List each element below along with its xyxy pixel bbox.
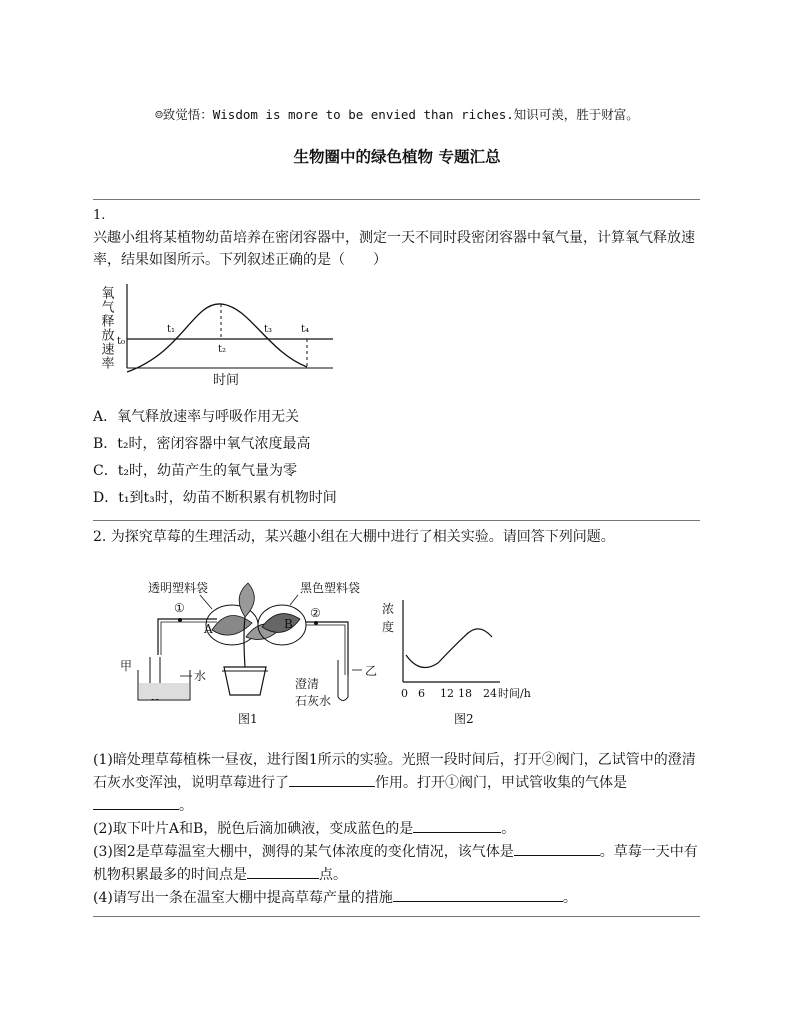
label-bag-black: 黑色塑料袋 [300, 581, 361, 595]
sub1-text-a: (1)暗处理草莓植株一昼夜，进行图1所示的实验。光照一段时间后，打开②阀门，乙试管中的澄清石灰水变浑浊，说明草莓进行了 [93, 752, 696, 791]
question-1-number: 1. [93, 208, 106, 223]
answer-blank-4[interactable] [514, 840, 600, 856]
label-jia: 甲 [120, 659, 133, 673]
divider-middle [93, 520, 700, 521]
option-c[interactable]: C．t₂时，幼苗产生的氧气量为零 [93, 463, 297, 479]
label-bag-clear: 透明塑料袋 [148, 581, 209, 595]
leader-clear [200, 595, 212, 609]
sub1-text-b: 作用。打开①阀门，甲试管收集的气体是 [375, 775, 627, 791]
graph-t3: t₃ [264, 324, 273, 335]
answer-blank-3[interactable] [413, 817, 501, 833]
fig2-tick-18: 18 [458, 687, 472, 700]
question-2-subquestions [93, 749, 705, 909]
sub3-text-b: 。草莓一天中有机物积累最多的时间点是 [93, 844, 698, 883]
sub4-text-a: (4)请写出一条在温室大棚中提高草莓产量的措施 [93, 890, 393, 906]
fig2-tick-0: 0 [401, 687, 408, 700]
label-limewater-2: 石灰水 [295, 694, 332, 708]
subquestion-4 [93, 886, 705, 909]
sub4-text-b: 。 [562, 890, 577, 906]
fig2-tick-6: 6 [418, 687, 425, 700]
motto: ☺致觉悟：Wisdom is more to be envied than riches.知识可羡，胜于财富。 [155, 107, 639, 122]
caption-figure-2: 图2 [454, 712, 474, 726]
label-leaf-a: A [204, 622, 213, 636]
fig2-xlabel: 时间/h [498, 687, 531, 700]
graph-t4: t₄ [301, 324, 310, 335]
option-d[interactable]: D．t₁到t₃时，幼苗不断积累有机物时间 [93, 490, 337, 506]
page-title: 生物圈中的绿色植物 专题汇总 [293, 148, 501, 166]
option-a[interactable]: A．氧气释放速率与呼吸作用无关 [93, 409, 300, 425]
graph-t1: t₁ [167, 324, 176, 335]
fig2-ylabel-2: 度 [382, 620, 395, 634]
graph-ylabel: 氧气释放速率 [98, 286, 114, 370]
question-1-options [93, 404, 337, 512]
label-limewater-1: 澄清 [295, 677, 320, 691]
question-2-stem: 2. 为探究草莓的生理活动，某兴趣小组在大棚中进行了相关实验。请回答下列问题。 [93, 529, 615, 545]
valve-2-dot [314, 621, 318, 625]
option-b[interactable]: B．t₂时，密闭容器中氧气浓度最高 [93, 436, 311, 452]
answer-blank-1[interactable] [289, 771, 375, 787]
valve-1-dot [178, 618, 182, 622]
sub1-text-c: 。 [179, 798, 193, 814]
answer-blank-6[interactable] [393, 886, 563, 902]
question-1-stem: 兴趣小组将某植物幼苗培养在密闭容器中，测定一天不同时段密闭容器中氧气量，计算氧气释放速率，结果如图所示。下列叙述正确的是（ ） [93, 230, 695, 268]
fig2-curve [406, 629, 492, 668]
leader-black [290, 595, 298, 605]
test-tube-yi [338, 660, 348, 701]
concentration-figure [382, 600, 531, 726]
right-pipe [306, 622, 348, 675]
divider-top [93, 199, 700, 200]
leaf-b [262, 614, 300, 633]
valve-2: ② [310, 606, 321, 620]
graph-t2: t₂ [218, 344, 227, 355]
caption-figure-1: 图1 [238, 712, 258, 726]
experiment-figures [120, 575, 560, 730]
label-water: 水 [194, 669, 207, 683]
subquestion-1 [93, 749, 705, 817]
subquestion-3 [93, 840, 705, 886]
answer-blank-5[interactable] [247, 863, 319, 879]
sub3-text-c: 点。 [319, 867, 347, 883]
oxygen-rate-graph [93, 282, 353, 392]
label-yi: 乙 [365, 664, 378, 678]
apparatus-figure [120, 580, 377, 726]
label-leaf-b: B [284, 617, 293, 631]
graph-xlabel: 时间 [213, 373, 240, 388]
water-fill [139, 683, 189, 699]
graph-t0: t₀ [117, 336, 126, 347]
subquestion-2 [93, 817, 705, 840]
valve-1: ① [174, 601, 185, 615]
sub2-text-b: 。 [501, 821, 516, 837]
fig2-tick-24: 24 [483, 687, 497, 700]
sub3-text-a: (3)图2是草莓温室大棚中，测得的某气体浓度的变化情况，该气体是 [93, 844, 514, 860]
sub2-text-a: (2)取下叶片A和B，脱色后滴加碘液，变成蓝色的是 [93, 821, 414, 837]
right-pipe-inner [306, 625, 345, 675]
divider-bottom [93, 916, 700, 917]
fig2-tick-12: 12 [440, 687, 454, 700]
fig2-ylabel-1: 浓 [382, 602, 395, 616]
leaf-a [212, 615, 252, 635]
question-1 [93, 205, 705, 271]
graph-curve [127, 304, 310, 372]
answer-blank-2[interactable] [93, 794, 179, 810]
